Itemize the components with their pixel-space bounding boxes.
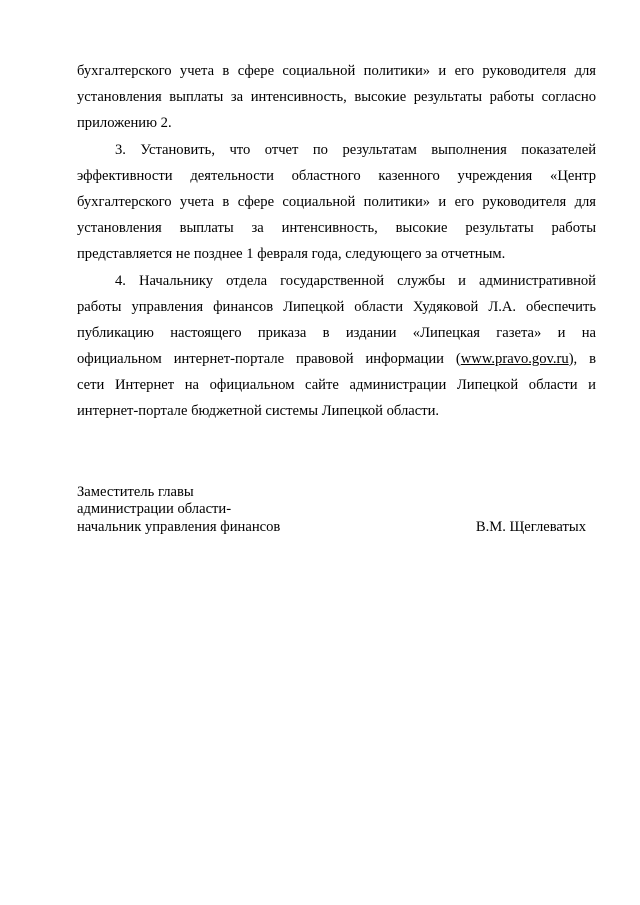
text-segment: ), в [568,351,596,368]
signatory-name: В.М. Щеглеватых [475,518,586,535]
text-line: публикацию настоящего приказа в издании «Липецкая газета» и на [77,324,596,341]
text-line: эффективности деятельности областного казенного учреждения «Центр [77,167,596,184]
text-line: бухгалтерского учета в сфере социальной политики» и его руководителя для [77,193,596,210]
text-line: бухгалтерского учета в сфере социальной политики» и его руководителя для [77,63,596,79]
signatory-title-line: Заместитель главы [77,484,194,500]
text-line: интернет-портале бюджетной системы Липецкой области. [77,403,440,420]
text-line: приложению 2. [77,115,172,132]
signatory-title-line: начальник управления финансов [77,518,281,535]
text-segment: официальном интернет-портале правовой информации ( [77,351,461,368]
text-line: 3. Установить, что отчет по результатам выполнения показателей [115,141,596,158]
text-line: установления выплаты за интенсивность, высокие результаты работы [77,220,596,237]
text-line: работы управления финансов Липецкой области Худяковой Л.А. обеспечить [77,298,596,315]
text-line: 4. Начальнику отдела государственной службы и административной [115,272,596,289]
pravo-gov-link[interactable]: www.pravo.gov.ru [460,351,569,368]
text-line-with-link [77,346,596,372]
text-line: сети Интернет на официальном сайте администрации Липецкой области и [77,377,596,394]
text-line: установления выплаты за интенсивность, высокие результаты работы согласно [77,89,596,106]
signature-block [77,484,596,536]
paragraph-continuation [77,58,596,137]
document-body [77,58,596,425]
paragraph-item-3 [77,137,596,268]
paragraph-item-4 [77,268,596,425]
signatory-title-line: администрации области- [77,501,232,518]
text-line: представляется не позднее 1 февраля года, следующего за отчетным. [77,246,506,263]
